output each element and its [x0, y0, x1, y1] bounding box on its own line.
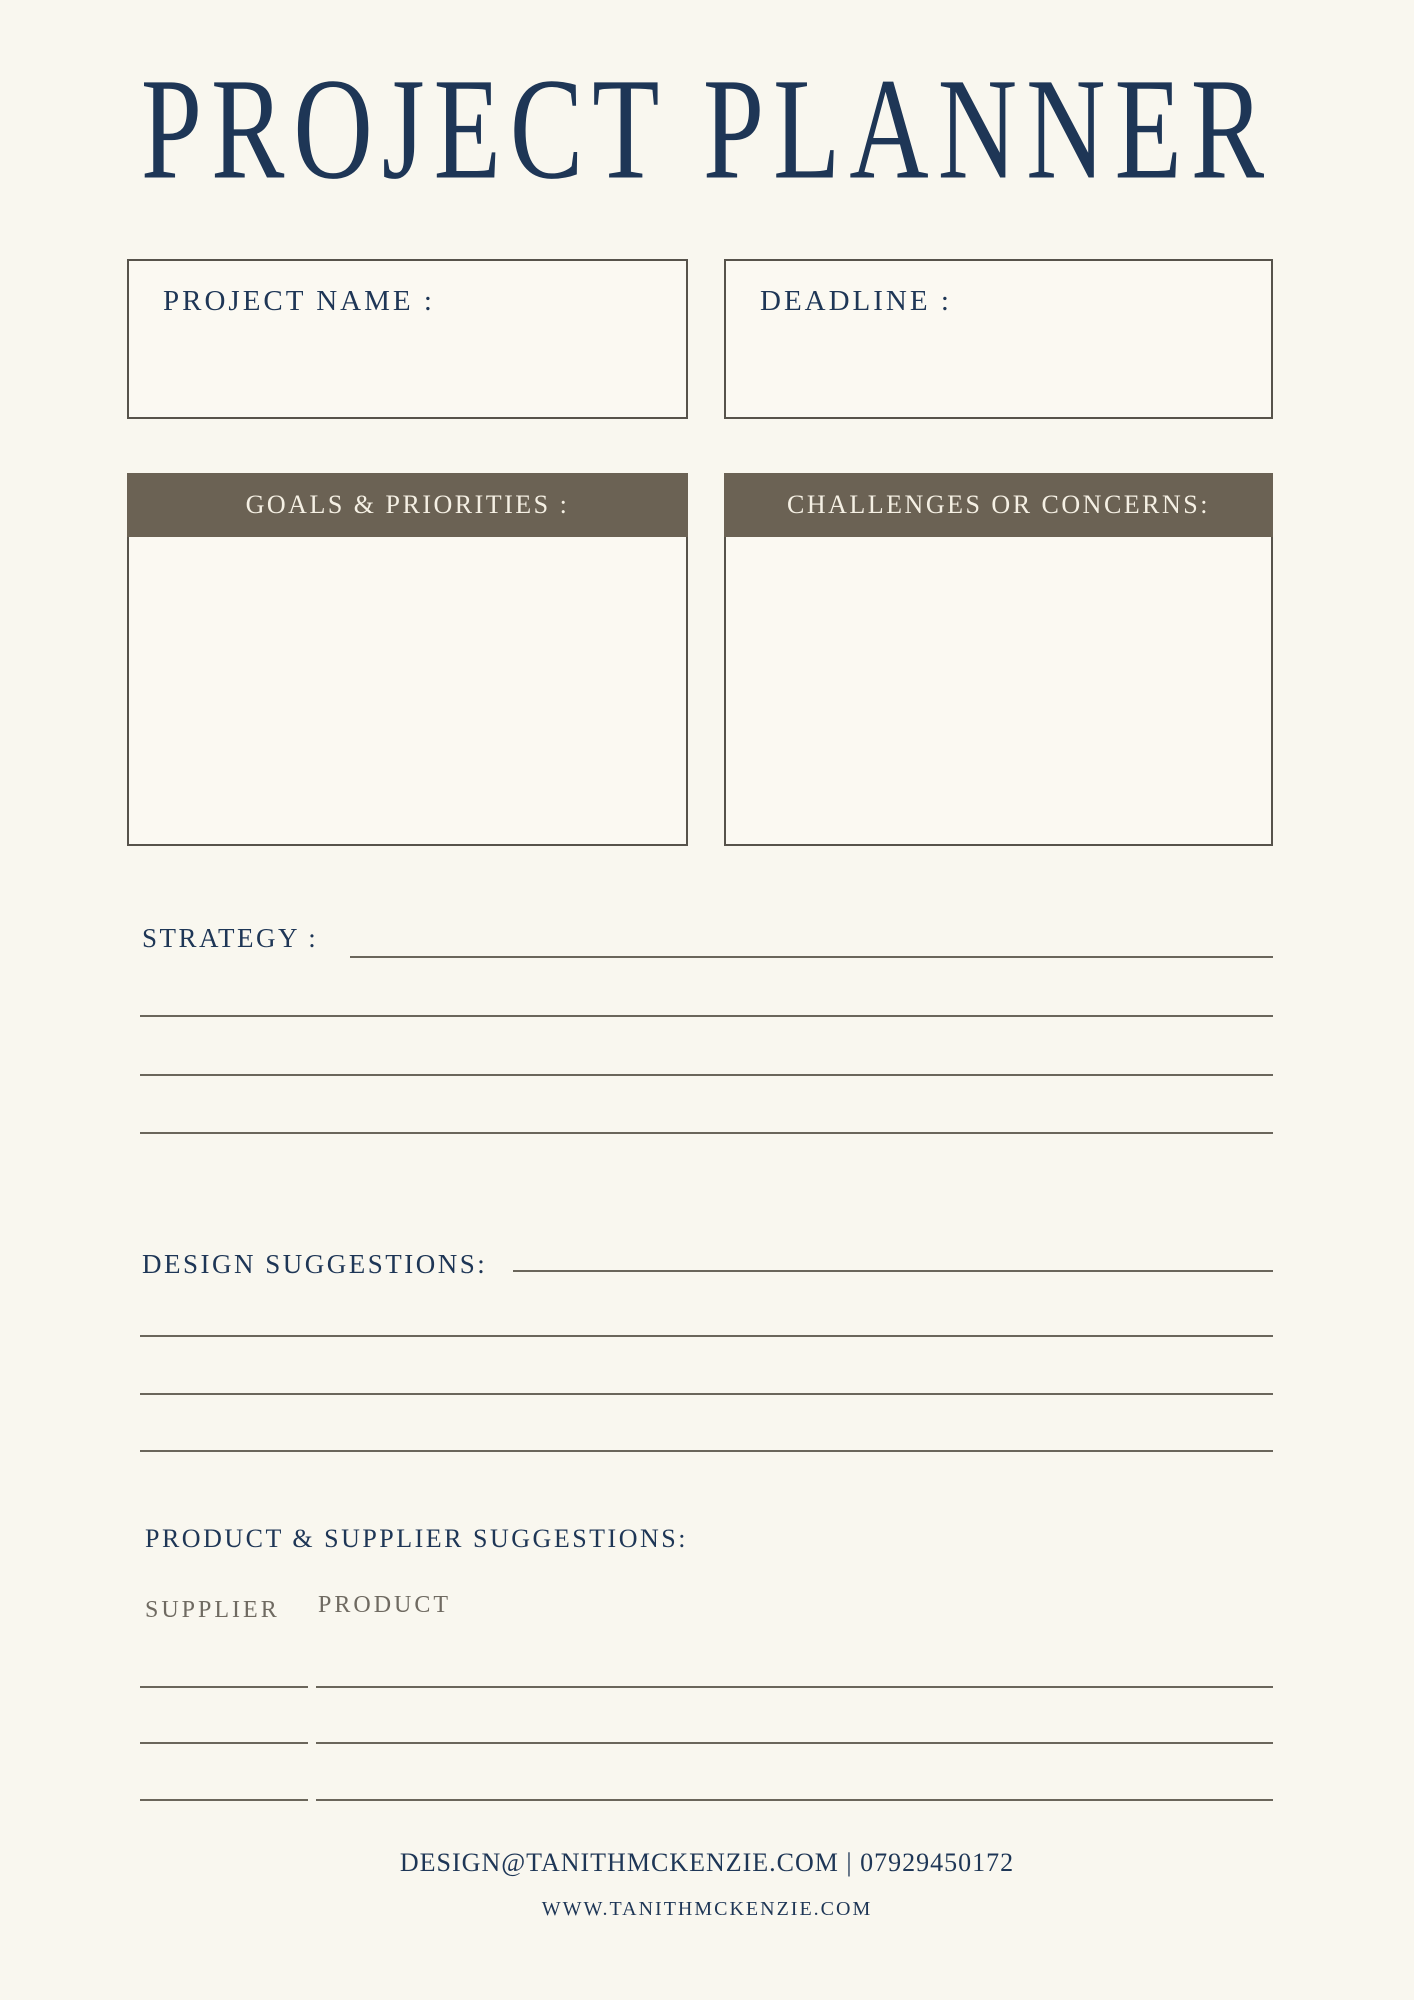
design-suggestions-label: DESIGN SUGGESTIONS:: [142, 1249, 488, 1279]
strategy-writing-line: [140, 1015, 1273, 1017]
footer-contact: DESIGN@TANITHMCKENZIE.COM | 07929450172: [399, 1848, 1015, 1877]
challenges-header: CHALLENGES OR CONCERNS:: [724, 473, 1273, 537]
design-writing-line: [140, 1450, 1273, 1452]
strategy-writing-line: [350, 956, 1273, 958]
project-name-label: PROJECT NAME :: [163, 285, 435, 317]
page-title: PROJECT PLANNER: [140, 48, 1274, 210]
strategy-writing-line: [140, 1132, 1273, 1134]
supplier-writing-line: [140, 1742, 308, 1744]
product-writing-line: [316, 1799, 1273, 1801]
challenges-body: [724, 537, 1273, 846]
product-writing-line: [316, 1686, 1273, 1688]
footer-website: WWW.TANITHMCKENZIE.COM: [541, 1898, 873, 1920]
goals-panel: [127, 473, 688, 846]
product-writing-line: [316, 1742, 1273, 1744]
supplier-writing-line: [140, 1799, 308, 1801]
design-writing-line: [513, 1270, 1273, 1272]
goals-body: [127, 537, 688, 846]
goals-header: GOALS & PRIORITIES :: [127, 473, 688, 537]
strategy-label: STRATEGY :: [142, 923, 319, 953]
design-writing-line: [140, 1335, 1273, 1337]
design-writing-line: [140, 1393, 1273, 1395]
supplier-column-label: SUPPLIER: [145, 1597, 280, 1623]
product-supplier-label: PRODUCT & SUPPLIER SUGGESTIONS:: [145, 1524, 688, 1553]
supplier-writing-line: [140, 1686, 308, 1688]
product-column-label: PRODUCT: [318, 1592, 452, 1618]
challenges-panel: [724, 473, 1273, 846]
project-name-box: [127, 259, 688, 419]
deadline-box: [724, 259, 1273, 419]
strategy-writing-line: [140, 1074, 1273, 1076]
deadline-label: DEADLINE :: [760, 285, 952, 317]
